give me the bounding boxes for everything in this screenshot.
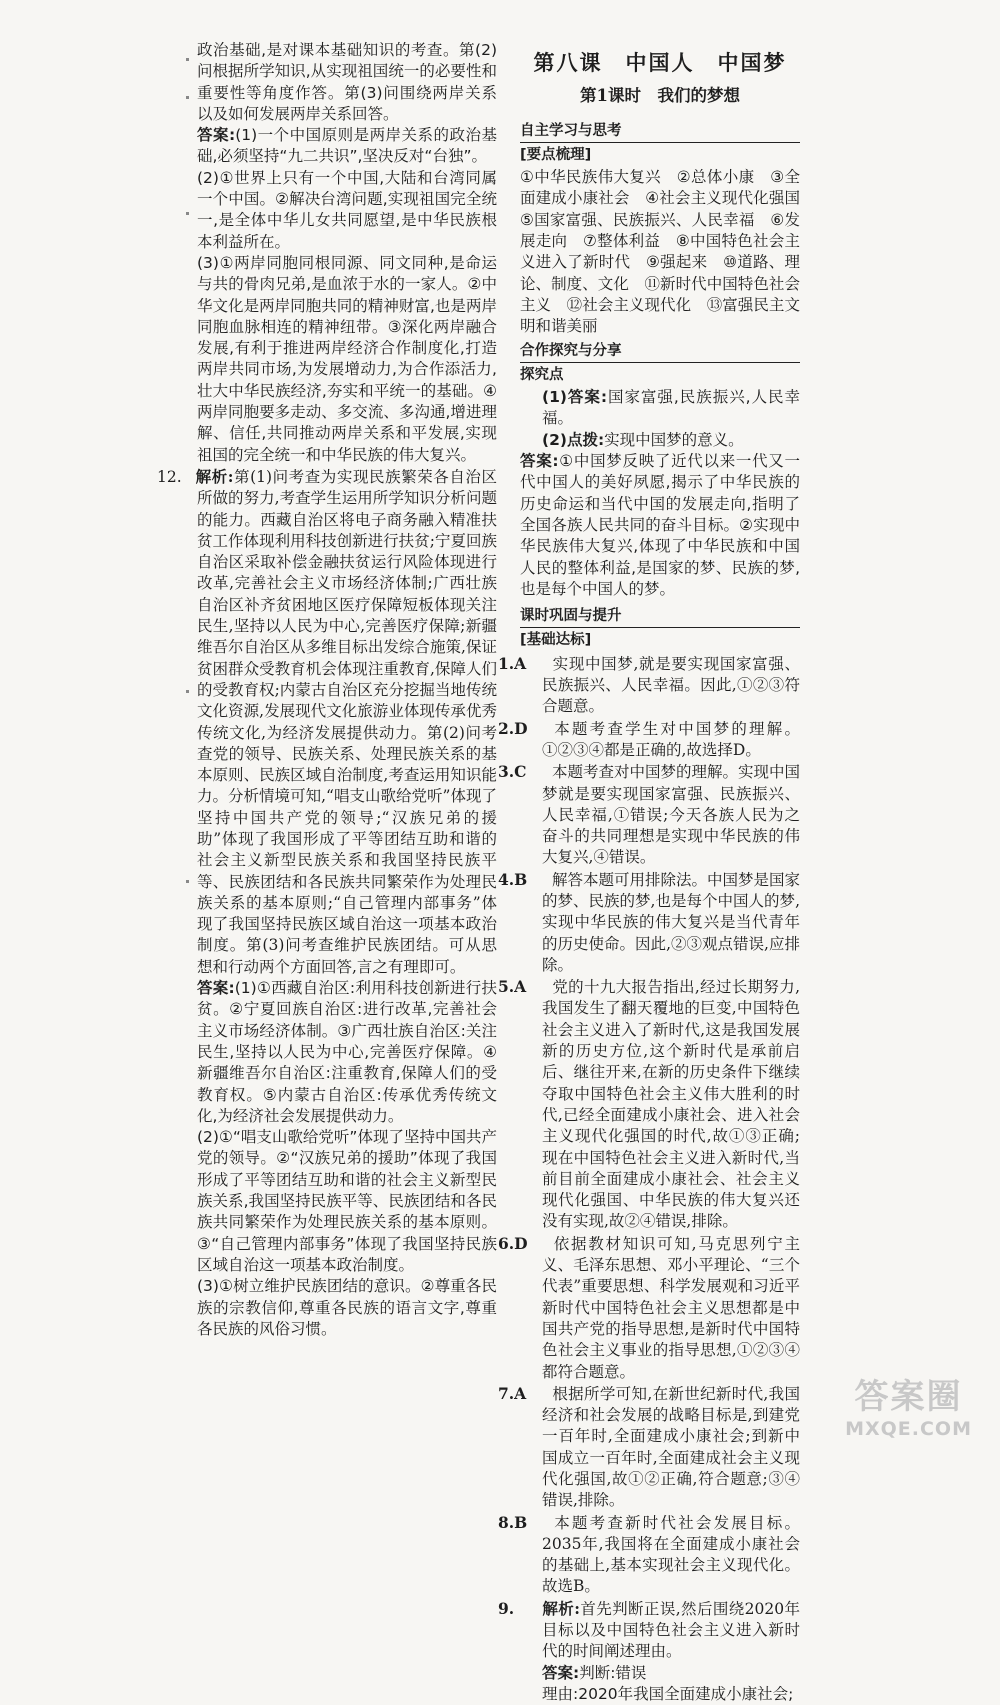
list-item [498, 653, 800, 718]
explore-answer [520, 451, 800, 600]
item-number: 6.D [498, 1233, 528, 1253]
item-number: 1.A [498, 653, 527, 673]
answer-label: 答案: [197, 126, 236, 145]
explore-1-label: (1)答案: [542, 388, 608, 407]
left-column [157, 40, 498, 1340]
explore-1 [520, 387, 800, 430]
explore-2-label: (2)点拨: [542, 430, 605, 449]
answer-text: (1)一个中国原则是两岸关系的政治基础,必须坚持“九二共识”,坚决反对“台独”。 [197, 126, 497, 166]
section-heading-consolidate: 课时巩固与提升 [520, 606, 800, 628]
item-text: 首先判断正误,然后围绕2020年目标以及中国特色社会主义进入新时代的时间阐述理由。 [542, 1599, 800, 1661]
item-number: 9. [498, 1598, 515, 1618]
list-item [498, 1383, 800, 1512]
analysis-label: 解析: [195, 466, 234, 486]
list-item [498, 1598, 800, 1663]
list-item [498, 718, 800, 762]
item-number: 5.A [498, 977, 527, 997]
item-text: 实现中国梦,就是要实现国家富强、民族振兴、人民幸福。因此,①②③符合题意。 [542, 654, 800, 716]
explore-answer-label: 答案: [520, 452, 559, 471]
section-heading-cooperation: 合作探究与分享 [520, 341, 800, 363]
answer-text: (1)①西藏自治区:利用科技创新进行扶贫。②宁夏回族自治区:进行改革,完善社会主义市场经济体制。③广西壮族自治区:关注民生,坚持以人民为中心,完善医疗保障。④新疆维吾尔自治区:注重教育,保障人们的受教育权。⑤内蒙古自治区:传承优秀传统文化,为经济社会发展提供动力。 [197, 979, 498, 1125]
watermark-logo: 答案圈 [854, 1377, 963, 1417]
left-paragraph: (2)①世界上只有一个中国,大陆和台湾同属一个中国。②解决台湾问题,实现祖国完全统一,是全体中华儿女共同愿望,是中华民族根本利益所在。 [197, 168, 497, 251]
left-paragraph: (3)①两岸同胞同根同源、同文同种,是命运与共的骨肉兄弟,是血浓于水的一家人。②中华文化是两岸同胞共同的精神财富,也是两岸同胞血脉相连的精神纽带。③深化两岸融合发展,有利于推进两岸经济合作制度化,打造两岸共同市场,为发展增动力,为合作添活力,壮大中华民族经济,夯实和平统一的基础。④两岸同胞要多走动、多交流、多沟通,增进理解、信任,共同推动两岸关系和平发展,实现祖国的完全统一和中华民族的伟大复兴。 [197, 253, 497, 464]
analysis-text: 第(1)问考查为实现民族繁荣各自治区所做的努力,考查学生运用所学知识分析问题的能力。西藏自治区将电子商务融入精准扶贫工作体现利用科技创新进行扶贫;宁夏回族自治区采取补偿金融扶贫运行风险体现进行改革,完善社会主义市场经济体制;广西壮族自治区补齐贫困地区医疗保障短板体现关注民生,坚持以人民为中心,完善医疗保障;新疆维吾尔自治区从多维目标出发综合施策,保证贫困群众受教育机会体现注重教育,保障人们的受教育权;内蒙古自治区充分挖掘当地传统文化资源,发展现代文化旅游业体现传承优秀传统文化,为经济发展提供动力。第(2)问考查党的领导、民族关系、处理民族关系的基本原则、民族区域自治制度,考查运用知识能力。分析情境可知,“唱支山歌给党听”体现了坚持中国共产党的领导;“汉族兄弟的援助”体现了我国形成了平等团结互助和谐的社会主义新型民族关系和我国坚持民族平等、民族团结和各民族共同繁荣作为处理民族关系的基本原则;“自己管理内部事务”体现了我国坚持民族区域自治这一项基本政治制度。第(3)问考查维护民族团结。可从思想和行动两个方面回答,言之有理即可。 [197, 467, 497, 976]
explore-1-text: 国家富强,民族振兴,人民幸福。 [542, 388, 800, 428]
item-text: 根据所学可知,在新世纪新时代,我国经济和社会发展的战略目标是,到建党一百年时,全面建成小康社会;到新中国成立一百年时,全面建成社会主义现代化强国,故①②正确,符合题意;③④错误,排除。 [542, 1384, 800, 1510]
list-item [498, 869, 801, 976]
section-heading-self-study: 自主学习与思考 [520, 121, 800, 143]
item-number: 8.B [498, 1512, 528, 1532]
item-number: 4.B [498, 869, 528, 889]
answer-label: 答案: [197, 979, 235, 998]
answer-text: 判断:错误 [579, 1663, 647, 1682]
answer-paragraph [197, 125, 497, 168]
list-item [498, 761, 801, 868]
basic-label: [基础达标] [520, 632, 592, 649]
item-12-analysis [157, 466, 497, 978]
explore-2-text: 实现中国梦的意义。 [604, 430, 744, 449]
answer-label: 答案: [542, 1663, 580, 1682]
watermark-url: MXQE.COM [845, 1418, 972, 1440]
period-title: 第1课时 我们的梦想 [580, 86, 740, 106]
left-paragraph: (3)①树立维护民族团结的意识。②尊重各民族的宗教信仰,尊重各民族的语言文字,尊重各民族的风俗习惯。 [197, 1277, 497, 1338]
key-points-text: ①中华民族伟大复兴 ②总体小康 ③全面建成小康社会 ④社会主义现代化强国 ⑤国家富强、民族振兴、人民幸福 ⑥发展走向 ⑦整体利益 ⑧中国特色社会主义进入了新时代 ⑨强起来 ⑩道路、理论、制度、文化 ⑪新时代中国特色社会主义 ⑫社会主义现代化 ⑬富强民主文明和谐美丽 [520, 168, 816, 336]
item-text: 本题考查学生对中国梦的理解。①②③④都是正确的,故选择D。 [542, 719, 800, 759]
left-paragraph: (2)①“唱支山歌给党听”体现了坚持中国共产党的领导。②“汉族兄弟的援助”体现了我国形成了平等团结互助和谐的社会主义新型民族关系,我国坚持民族平等、民族团结和各民族共同繁荣作为处理民族关系的基本原则。③“自己管理内部事务”体现了我国坚持民族区域自治这一项基本政治制度。 [197, 1128, 497, 1274]
list-item [498, 1233, 800, 1383]
explore-answer-text: ①中国梦反映了近代以来一代又一代中国人的美好夙愿,揭示了中华民族的历史命运和当代中国的发展走向,指明了全国各族人民共同的奋斗目标。②实现中华民族伟大复兴,体现了中华民族和中国人民的整体利益,是国家的梦、民族的梦,也是每个中国人的梦。 [520, 452, 800, 598]
item-text: 解答本题可用排除法。中国梦是国家的梦、民族的梦,也是每个中国人的梦,实现中华民族的伟大复兴是当代青年的历史使命。因此,②③观点错误,应排除。 [542, 870, 801, 974]
item-text: 本题考查对中国梦的理解。实现中国梦就是要实现国家富强、民族振兴、人民幸福,①错误;今天各族人民为之奋斗的共同理想是实现中华民族的伟大复兴,④错误。 [542, 763, 801, 867]
item-text: 本题考查新时代社会发展目标。2035年,我国将在全面建成小康社会的基础上,基本实现社会主义现代化。故选B。 [542, 1513, 800, 1596]
last-answer [520, 1663, 800, 1684]
explore-2 [520, 430, 800, 451]
item-number: 3.C [498, 762, 527, 782]
analysis-label: 解析: [542, 1598, 580, 1618]
key-points-label: [要点梳理] [520, 146, 592, 163]
explore-label: 探究点 [520, 366, 564, 383]
last-reason: 理由:2020年我国全面建成小康社会; [542, 1684, 794, 1703]
item-number: 7.A [498, 1383, 527, 1403]
lesson-title: 第八课 中国人 中国梦 [533, 50, 787, 75]
answer-paragraph [197, 978, 497, 1127]
left-paragraph: 政治基础,是对课本基础知识的考查。第(2)问根据所学知识,从实现祖国统一的必要性和重要性等角度作答。第(3)问围绕两岸关系以及如何发展两岸关系回答。 [197, 41, 497, 123]
site-watermark [845, 1369, 972, 1440]
list-item [498, 1512, 800, 1598]
list-item [498, 976, 800, 1233]
item-number: 2.D [498, 718, 528, 738]
item-number: 12. [157, 467, 182, 486]
right-column [498, 40, 816, 1705]
item-text: 依据教材知识可知,马克思列宁主义、毛泽东思想、邓小平理论、“三个代表”重要思想、科学发展观和习近平新时代中国特色社会主义思想都是中国共产党的指导思想,是新时代中国特色社会主义事业的指导思想,①②③④都符合题意。 [542, 1234, 800, 1381]
item-text: 党的十九大报告指出,经过长期努力,我国发生了翻天覆地的巨变,中国特色社会主义进入了新时代,这是我国发展新的历史方位,这个新时代是承前启后、继往开来,在新的历史条件下继续夺取中国特色社会主义伟大胜利的时代,已经全面建成小康社会、进入社会主义现代化强国的时代,故①③正确;现在中国特色社会主义进入新时代,当前目前全面建成小康社会、社会主义现代化强国、中华民族的伟大复兴还没有实现,故②④错误,排除。 [542, 978, 800, 1231]
